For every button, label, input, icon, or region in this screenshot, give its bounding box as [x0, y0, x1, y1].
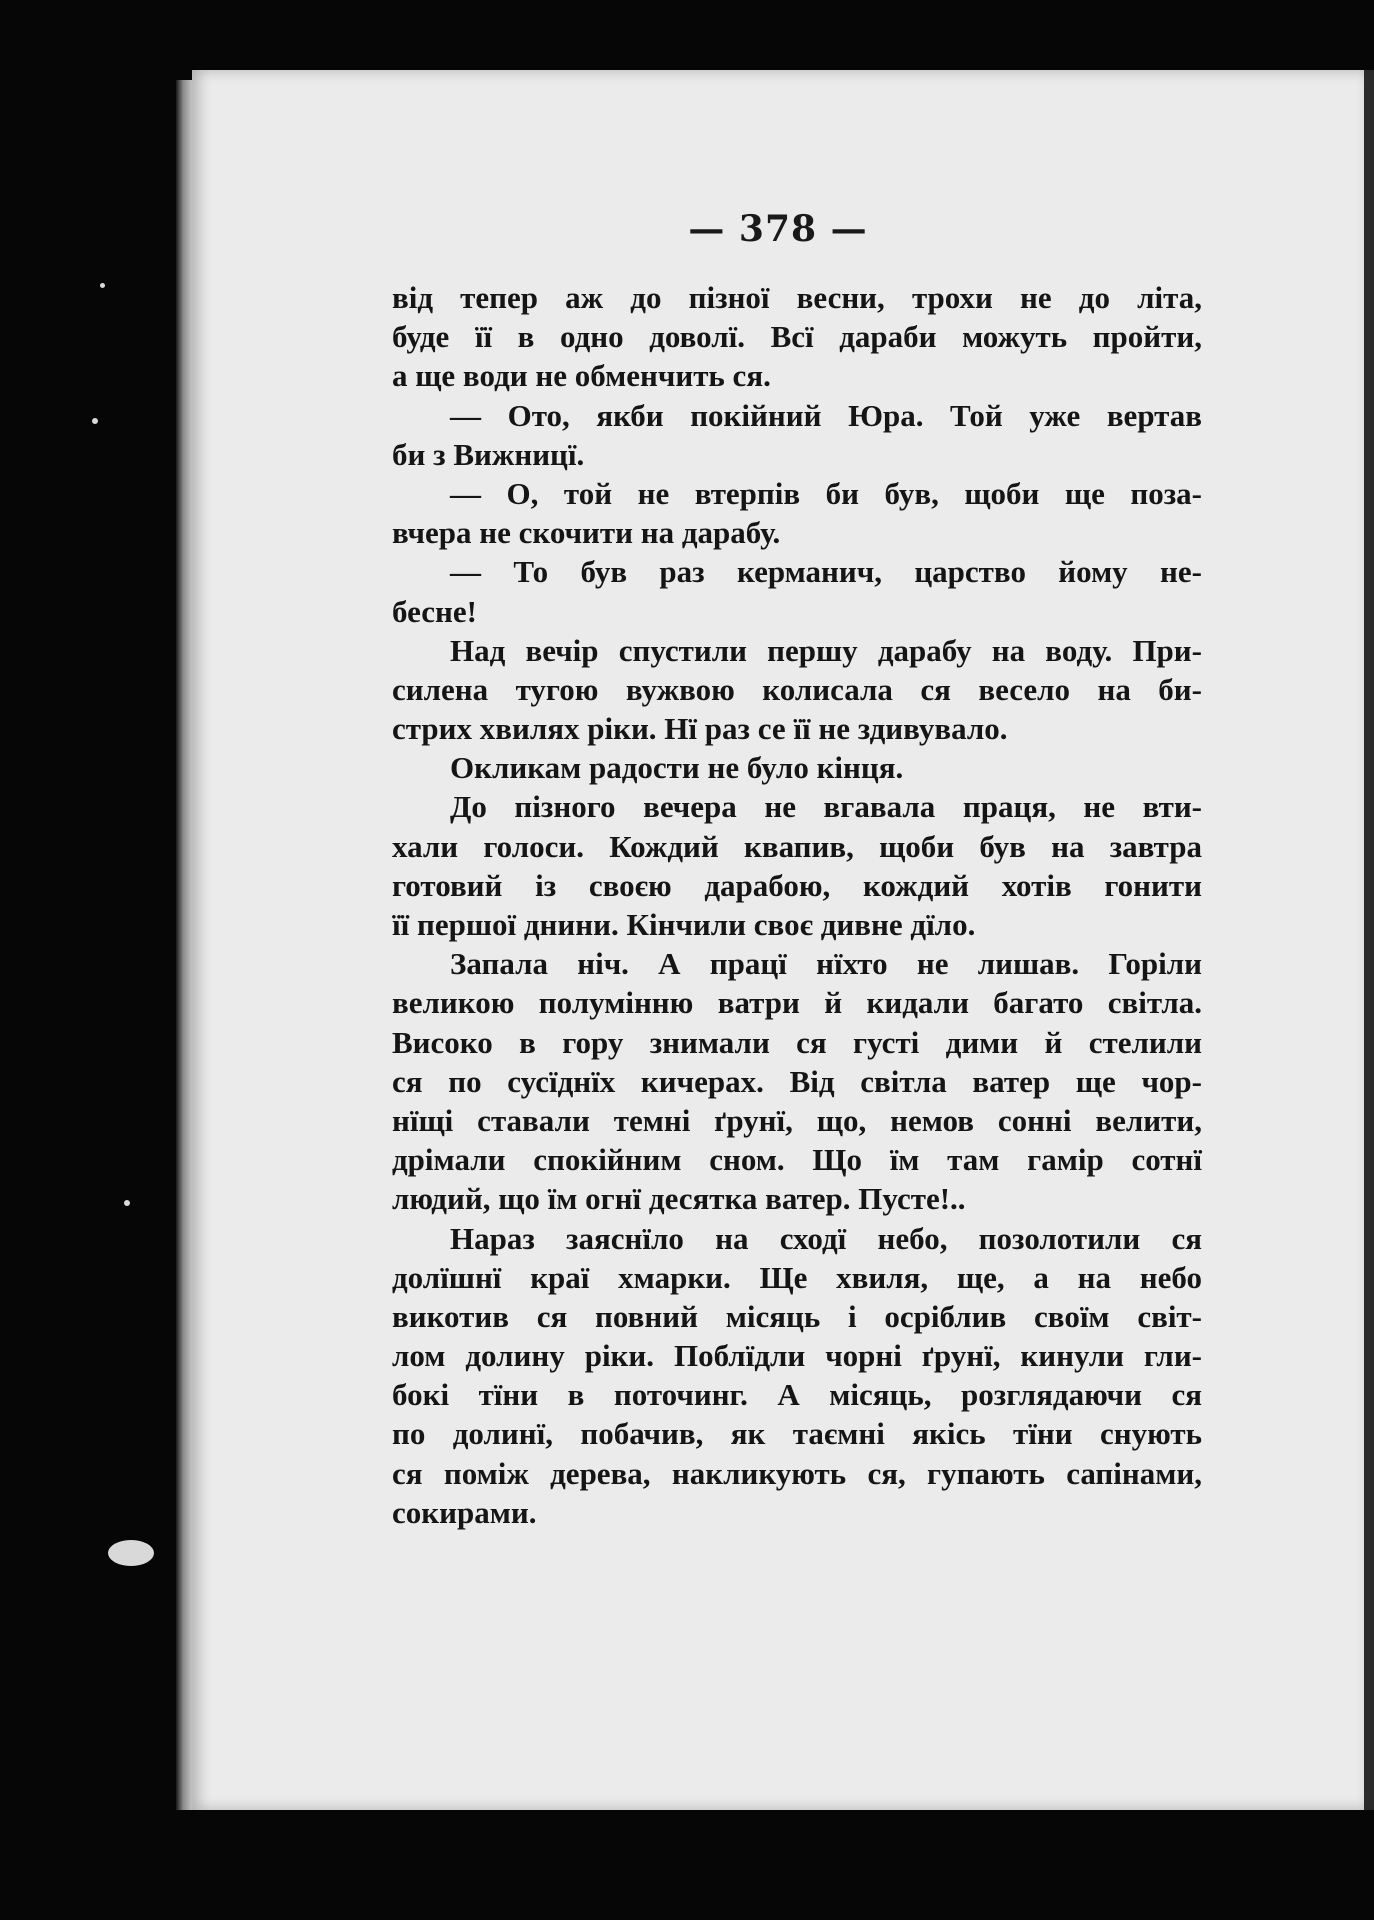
scan-speck	[124, 1200, 130, 1206]
text-line: дрімали спокійним сном. Що їм там гамір сотнї	[392, 1142, 1202, 1178]
scan-speck	[100, 283, 105, 288]
text-line: долїшнї краї хмарки. Ще хвиля, ще, а на небо	[392, 1259, 1202, 1295]
scan-speck	[92, 418, 98, 424]
text-line: Окликам радости не було кінця.	[450, 750, 904, 786]
text-line: ся поміж дерева, накликують ся, гупають сапінами,	[392, 1455, 1202, 1491]
text-line: би з Вижницї.	[392, 436, 585, 472]
text-line: Високо в гору знимали ся густі дими й стелили	[392, 1024, 1202, 1060]
text-line: по долинї, побачив, як таємні якісь тїни снують	[392, 1416, 1202, 1452]
text-line: від тепер аж до пізної весни, трохи не до літа,	[392, 280, 1202, 315]
text-line: — То був раз керманич, царство йому не-	[450, 554, 1202, 590]
text-line: великою полумінню ватри й кидали багато світла.	[392, 985, 1202, 1021]
text-line: Запала ніч. А працї нїхто не лишав. Горіли	[450, 946, 1202, 982]
text-line: готовий із своєю дарабою, кождий хотів гонити	[392, 867, 1202, 903]
text-line: бесне!	[392, 593, 477, 629]
text-line: лом долину ріки. Поблїдли чорні ґрунї, кинули гли-	[392, 1338, 1202, 1374]
text-line: — О, той не втерпів би був, щоби ще поза-	[450, 475, 1202, 511]
right-page-edge	[1364, 70, 1374, 1810]
text-line: вчера не скочити на дарабу.	[392, 515, 781, 551]
text-line: хали голоси. Кождий квапив, щоби був на завтра	[392, 828, 1202, 864]
text-line: нїщі ставали темні ґрунї, що, немов сонні велити,	[392, 1102, 1202, 1138]
text-line: силена тугою вужвою колисала ся весело на би-	[392, 671, 1202, 707]
text-line: буде її в одно доволї. Всї дараби можуть пройти,	[392, 319, 1202, 355]
text-line: людий, що їм огнї десятка ватер. Пусте!..	[392, 1181, 966, 1217]
text-line: До пізного вечера не вгавала праця, не вти-	[450, 789, 1202, 825]
text-line: стрих хвилях ріки. Нї раз се її не здивувало.	[392, 711, 1008, 747]
text-line: Нараз заяснїло на сходї небо, позолотили ся	[450, 1220, 1202, 1256]
text-line: Над вечір спустили першу дарабу на воду. При-	[450, 632, 1202, 668]
text-line: — Ото, якби покійний Юра. Той уже вертав	[450, 397, 1202, 433]
text-line: її першої днини. Кінчили своє дивне дїло.	[392, 907, 976, 942]
text-line: бокі тїни в поточинг. А місяць, розглядаючи ся	[392, 1377, 1202, 1413]
text-line: а ще води не обменчить ся.	[392, 358, 771, 394]
body-text	[392, 278, 1202, 1532]
scan-speck	[108, 1540, 154, 1566]
page-number: — 378 —	[688, 208, 868, 250]
text-line: сокирами.	[392, 1494, 537, 1530]
text-line: ся по сусїднїх кичерах. Від світла ватер ще чор-	[392, 1063, 1202, 1099]
text-line: викотив ся повний місяць і осріблив своїм світ-	[392, 1298, 1202, 1334]
paper-page	[192, 70, 1364, 1810]
